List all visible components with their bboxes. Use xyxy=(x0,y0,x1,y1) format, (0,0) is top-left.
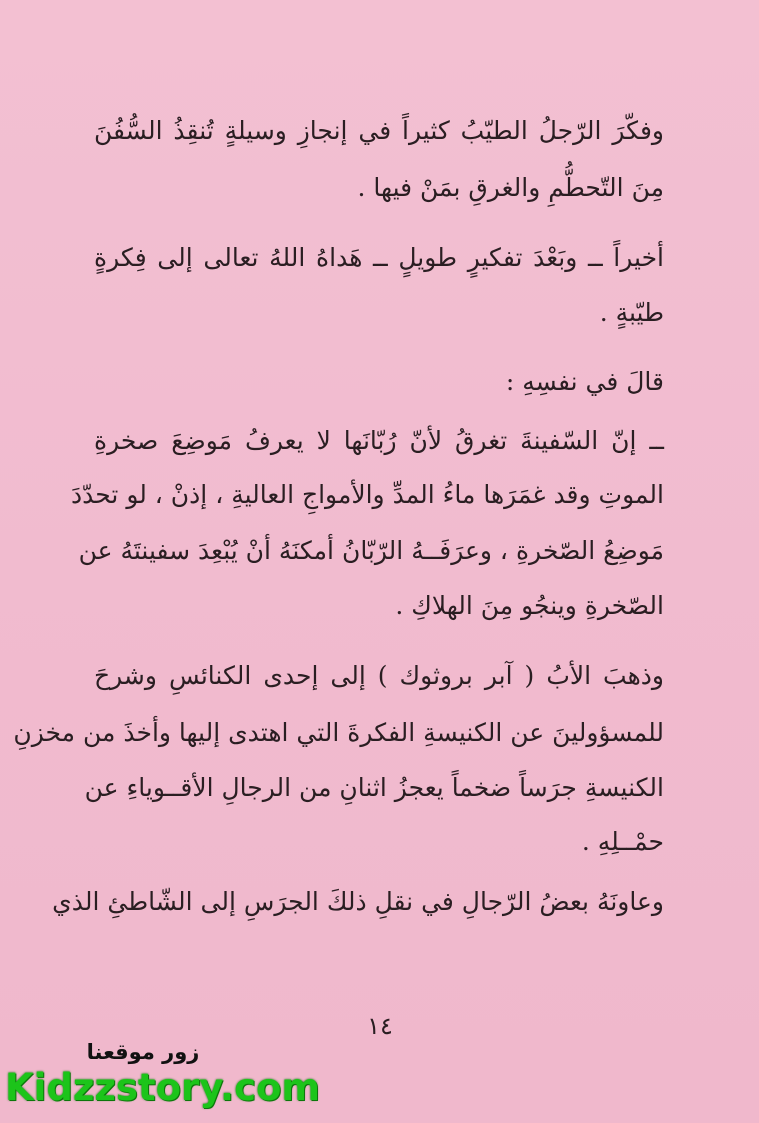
watermark-site: Kidzzstory.com xyxy=(5,1066,320,1109)
story-line: قالَ في نفسِهِ : xyxy=(505,367,664,396)
watermark-arabic: زور موقعنا xyxy=(86,1040,200,1064)
story-line: للمسؤولينَ عن الكنيسةِ الفكرةَ التي اهتدى إليها وأخذَ من مخزنِ xyxy=(13,718,664,747)
story-line: حمْــلِهِ . xyxy=(581,827,664,856)
story-line: مَوضِعُ الصّخرةِ ، وعرَفَــهُ الرّبّانُ أمكنَهُ أنْ يُبْعِدَ سفينتَهُ عن xyxy=(78,536,664,565)
story-line: ــ إنّ السّفينةَ تغرقُ لأنّ رُبّانَها لا يعرفُ مَوضِعَ صخرةِ xyxy=(94,426,664,455)
story-line: الكنيسةِ جرَساً ضخماً يعجزُ اثنانِ من الرجالِ الأقــوياءِ عن xyxy=(84,773,664,802)
story-line: الموتِ وقد غمَرَها ماءُ المدِّ والأمواجِ العاليةِ ، إذنْ ، لو تحدّدَ xyxy=(71,480,664,509)
story-line: طيّبةٍ . xyxy=(599,298,664,327)
story-line: وعاونَهُ بعضُ الرّجالِ في نقلِ ذلكَ الجرَسِ إلى الشّاطئِ الذي xyxy=(52,887,664,916)
page-number: ١٤ xyxy=(367,1012,393,1040)
story-line: أخيراً ــ وبَعْدَ تفكيرٍ طويلٍ ــ هَداهُ اللهُ تعالى إلى فِكرةٍ xyxy=(94,243,664,272)
story-line: وذهبَ الأبُ ( آبر بروثوك ) إلى إحدى الكنائسِ وشرحَ xyxy=(94,661,664,690)
story-line: وفكّرَ الرّجلُ الطيّبُ كثيراً في إنجازِ وسيلةٍ تُنقِذُ السُّفُنَ xyxy=(94,116,664,145)
story-line: مِنَ التّحطُّمِ والغرقِ بمَنْ فيها . xyxy=(357,173,664,202)
story-line: الصّخرةِ وينجُو مِنَ الهلاكِ . xyxy=(395,591,664,620)
